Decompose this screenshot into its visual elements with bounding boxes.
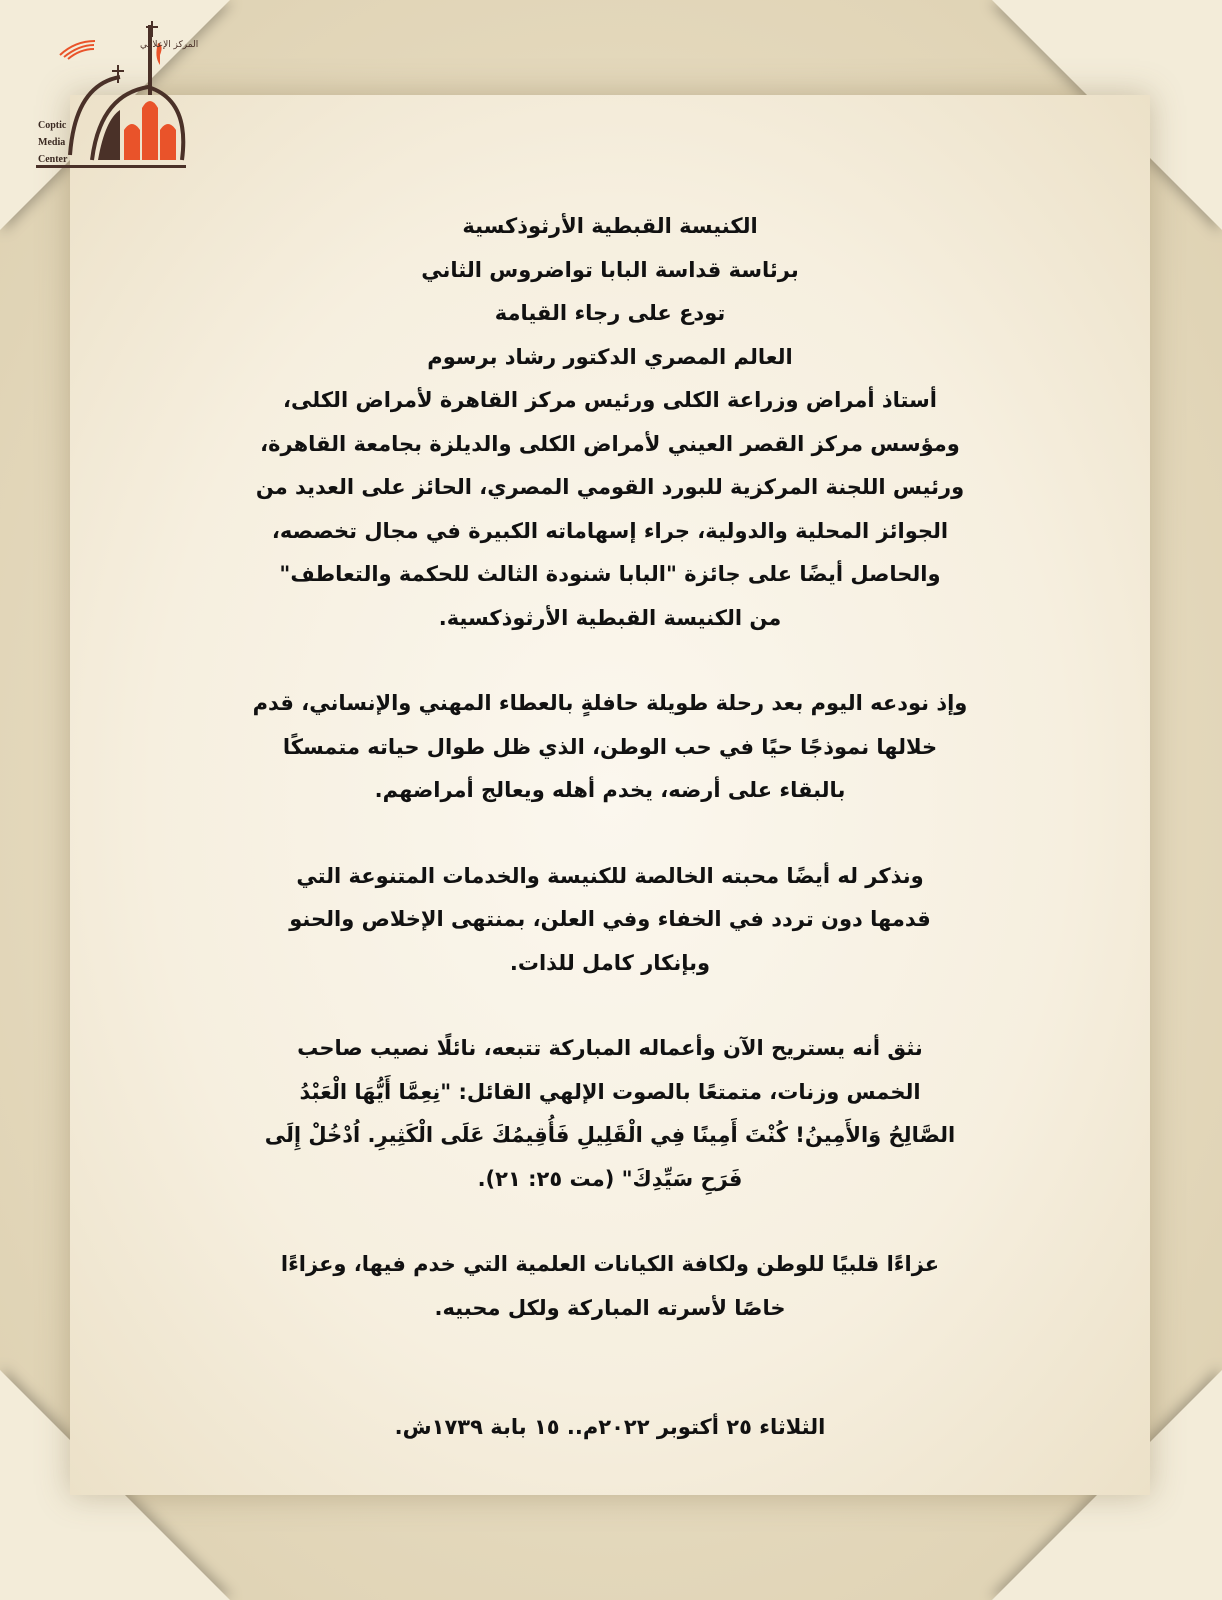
paragraph-line: ورئيس اللجنة المركزية للبورد القومي المصري، الحائز على العديد من bbox=[255, 475, 965, 499]
paragraph-line: ونذكر له أيضًا محبته الخالصة للكنيسة والخدمات المتنوعة التي bbox=[296, 863, 924, 888]
paragraph-line: بالبقاء على أرضه، يخدم أهله ويعالج أمراضهم. bbox=[374, 778, 846, 802]
heading-line: العالم المصري الدكتور رشاد برسوم bbox=[427, 344, 793, 369]
paragraph-line: الصَّالِحُ وَالأَمِينُ! كُنْتَ أَمِينًا فِي الْقَلِيلِ فَأُقِيمُكَ عَلَى الْكَثِيرِ. اُدْخُلْ إِلَى bbox=[264, 1123, 956, 1147]
date-line: الثلاثاء ٢٥ أكتوبر ٢٠٢٢م.. ١٥ بابة ١٧٣٩ش. bbox=[394, 1415, 826, 1439]
heading-line: الكنيسة القبطية الأرثوذكسية bbox=[462, 214, 758, 238]
church-dome-icon bbox=[30, 15, 199, 175]
paragraph-line: خلالها نموذجًا حيًا في حب الوطن، الذي ظل طوال حياته متمسكًا bbox=[282, 734, 938, 759]
coptic-media-center-logo bbox=[30, 15, 199, 175]
paragraph-line: خاصًا لأسرته المباركة ولكل محبيه. bbox=[434, 1295, 786, 1320]
heading-line: تودع على رجاء القيامة bbox=[494, 301, 726, 325]
paragraph-line: قدمها دون تردد في الخفاء وفي العلن، بمنتهى الإخلاص والحنو bbox=[289, 907, 931, 931]
heading-line: برئاسة قداسة البابا تواضروس الثاني bbox=[421, 257, 799, 282]
paragraph-line: من الكنيسة القبطية الأرثوذكسية. bbox=[438, 605, 782, 630]
paragraph-line: والحاصل أيضًا على جائزة "البابا شنودة الثالث للحكمة والتعاطف" bbox=[279, 562, 941, 586]
paragraph-line: وبإنكار كامل للذات. bbox=[509, 950, 711, 975]
logo-arabic-text: المركز الإعلامي bbox=[140, 40, 199, 50]
paragraph-line: الخمس وزنات، متمتعًا بالصوت الإلهي القائل: "نِعِمَّا أَيُّهَا الْعَبْدُ bbox=[299, 1079, 921, 1104]
paragraph-line: ومؤسس مركز القصر العيني لأمراض الكلى والديلزة بجامعة القاهرة، bbox=[260, 431, 960, 456]
logo-word: Center bbox=[38, 154, 68, 165]
paragraph-line: نثق أنه يستريح الآن وأعماله المباركة تتبعه، نائلًا نصيب صاحب bbox=[297, 1036, 923, 1060]
announcement-body bbox=[150, 205, 1070, 1450]
paragraph-line: فَرَحِ سَيِّدِكَ" (مت ٢٥: ٢١). bbox=[477, 1166, 743, 1191]
logo-word: Media bbox=[38, 137, 66, 148]
paragraph-line: أستاذ أمراض وزراعة الكلى ورئيس مركز القاهرة لأمراض الكلى، bbox=[283, 388, 937, 412]
paragraph-line: عزاءًا قلبيًا للوطن ولكافة الكيانات العلمية التي خدم فيها، وعزاءًا bbox=[280, 1252, 940, 1276]
paragraph-line: وإذ نودعه اليوم بعد رحلة طويلة حافلةٍ بالعطاء المهني والإنساني، قدم bbox=[252, 691, 968, 715]
paragraph-line: الجوائز المحلية والدولية، جراء إسهاماته الكبيرة في مجال تخصصه، bbox=[271, 518, 949, 543]
logo-word: Coptic bbox=[38, 120, 67, 131]
